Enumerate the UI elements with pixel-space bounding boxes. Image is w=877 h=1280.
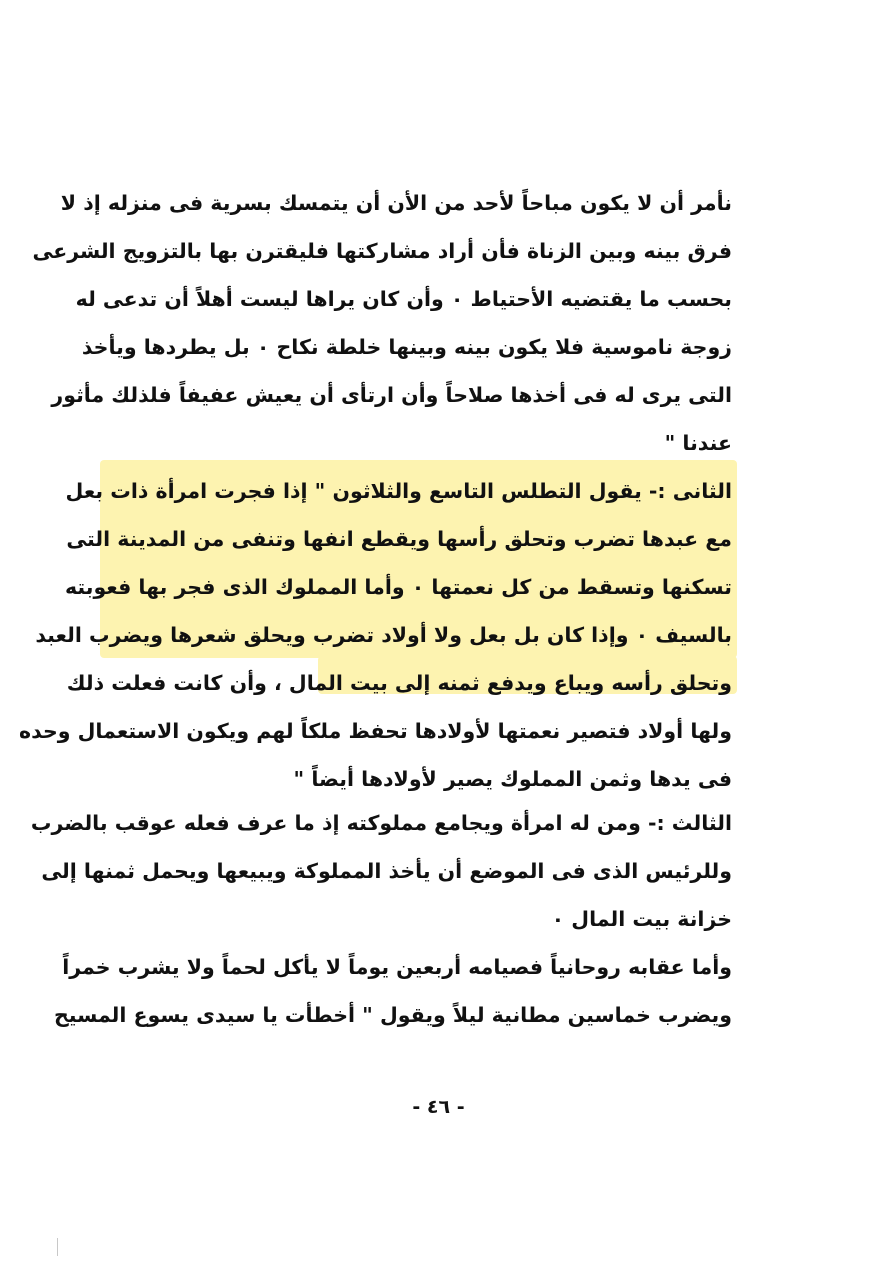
text-line: تسكنها وتسقط من كل نعمتها ٠ وأما المملوك الذى فجر بها فعوبته [64, 575, 732, 599]
text-line: وللرئيس الذى فى الموضع أن يأخذ المملوكة ويبيعها ويحمل ثمنها إلى [41, 859, 732, 883]
text-line: بالسيف ٠ وإذا كان بل بعل ولا أولاد تضرب ويحلق شعرها ويضرب العبد [35, 623, 732, 647]
text-line: بحسب ما يقتضيه الأحتياط ٠ وأن كان يراها ليست أهلاً أن تدعى له [75, 287, 732, 311]
text-line: نأمر أن لا يكون مباحاً لأحد من الأن أن يتمسك بسرية فى منزله إذ لا [60, 191, 732, 215]
page-number: - ٤٦ - [412, 1096, 465, 1118]
text-line: مع عبدها تضرب وتحلق رأسها ويقطع انفها وتنفى من المدينة التى [66, 527, 732, 551]
text-line: ويضرب خماسين مطانية ليلاً ويقول " أخطأت يا سيدى يسوع المسيح [53, 1003, 732, 1027]
text-line: الثانى :- يقول التطلس التاسع والثلاثون " إذا فجرت امرأة ذات بعل [65, 479, 732, 503]
text-line: فى يدها وثمن المملوك يصير لأولادها أيضاً " [293, 767, 732, 791]
text-line: فرق بينه وبين الزناة فأن أراد مشاركتها فليقترن بها بالتزويج الشرعى [32, 239, 732, 263]
text-line: الثالث :- ومن له امرأة ويجامع مملوكته إذ ما عرف فعله عوقب بالضرب [30, 811, 732, 835]
text-line: زوجة ناموسية فلا يكون بينه وبينها خلطة نكاح ٠ بل يطردها ويأخذ [81, 335, 732, 359]
text-line: وتحلق رأسه ويباع ويدفع ثمنه إلى بيت المال ، وأن كانت فعلت ذلك [66, 671, 732, 695]
text-line: وأما عقابه روحانياً فصيامه أربعين يوماً لا يأكل لحماً ولا يشرب خمراً [62, 955, 732, 979]
scan-edge-mark [57, 1238, 58, 1256]
text-line: خزانة بيت المال ٠ [551, 907, 732, 931]
text-line: التى يرى له فى أخذها صلاحاً وأن ارتأى أن يعيش عفيفاً فلذلك مأثور [51, 383, 732, 407]
text-line: عندنا " [664, 431, 732, 455]
text-line: ولها أولاد فتصير نعمتها لأولادها تحفظ ملكاً لهم ويكون الاستعمال وحده [19, 719, 732, 743]
